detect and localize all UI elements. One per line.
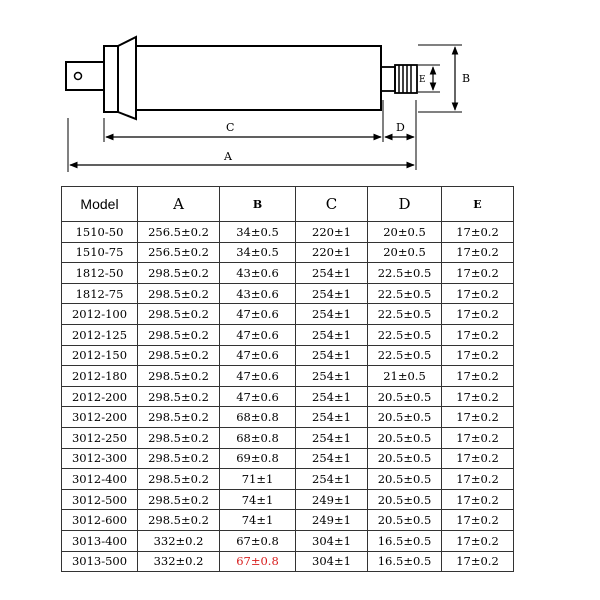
cell-b: 47±0.6 bbox=[220, 386, 296, 407]
cell-b: 74±1 bbox=[220, 510, 296, 531]
membrane-body bbox=[136, 46, 381, 110]
cell-c: 254±1 bbox=[296, 366, 368, 387]
cell-c: 254±1 bbox=[296, 304, 368, 325]
cell-e: 17±0.2 bbox=[442, 448, 514, 469]
dim-label-c: C bbox=[226, 121, 235, 134]
table-row bbox=[62, 510, 514, 531]
dim-label-e: E bbox=[419, 75, 426, 85]
cell-a: 298.5±0.2 bbox=[138, 489, 220, 510]
cell-c: 254±1 bbox=[296, 345, 368, 366]
cell-b: 74±1 bbox=[220, 489, 296, 510]
cell-e: 17±0.2 bbox=[442, 551, 514, 572]
cell-c: 254±1 bbox=[296, 448, 368, 469]
cell-e: 17±0.2 bbox=[442, 469, 514, 490]
cell-model: 3012-300 bbox=[62, 448, 138, 469]
table-row bbox=[62, 366, 514, 387]
cell-e: 17±0.2 bbox=[442, 489, 514, 510]
cell-d: 20.5±0.5 bbox=[368, 510, 442, 531]
table-row bbox=[62, 263, 514, 284]
table-header-row bbox=[62, 187, 514, 222]
cell-e: 17±0.2 bbox=[442, 242, 514, 263]
cell-c: 220±1 bbox=[296, 242, 368, 263]
cell-e: 17±0.2 bbox=[442, 510, 514, 531]
cell-model: 3013-500 bbox=[62, 551, 138, 572]
table-row bbox=[62, 222, 514, 243]
cell-d: 21±0.5 bbox=[368, 366, 442, 387]
cell-model: 1812-50 bbox=[62, 263, 138, 284]
cell-b: 68±0.8 bbox=[220, 427, 296, 448]
connector-hole bbox=[75, 73, 82, 80]
cell-a: 298.5±0.2 bbox=[138, 427, 220, 448]
cell-a: 298.5±0.2 bbox=[138, 324, 220, 345]
cell-c: 254±1 bbox=[296, 427, 368, 448]
cell-a: 256.5±0.2 bbox=[138, 242, 220, 263]
cell-d: 20.5±0.5 bbox=[368, 448, 442, 469]
brine-seal bbox=[118, 37, 136, 119]
table-row bbox=[62, 345, 514, 366]
cell-b: 71±1 bbox=[220, 469, 296, 490]
cell-c: 254±1 bbox=[296, 407, 368, 428]
col-header-model: Model bbox=[62, 187, 138, 222]
cell-a: 298.5±0.2 bbox=[138, 469, 220, 490]
cell-b: 67±0.8 bbox=[220, 551, 296, 572]
dim-label-b: B bbox=[462, 72, 471, 85]
cell-b: 47±0.6 bbox=[220, 366, 296, 387]
cell-d: 22.5±0.5 bbox=[368, 345, 442, 366]
cell-model: 3012-600 bbox=[62, 510, 138, 531]
cell-b: 34±0.5 bbox=[220, 242, 296, 263]
cell-a: 298.5±0.2 bbox=[138, 263, 220, 284]
cell-model: 2012-200 bbox=[62, 386, 138, 407]
cell-model: 1510-75 bbox=[62, 242, 138, 263]
cell-e: 17±0.2 bbox=[442, 407, 514, 428]
cell-a: 298.5±0.2 bbox=[138, 283, 220, 304]
cell-d: 20.5±0.5 bbox=[368, 469, 442, 490]
cell-d: 20±0.5 bbox=[368, 242, 442, 263]
table-row bbox=[62, 489, 514, 510]
table-row bbox=[62, 427, 514, 448]
left-connector bbox=[66, 62, 104, 90]
table-row bbox=[62, 530, 514, 551]
dim-label-d: D bbox=[396, 121, 405, 134]
cell-d: 22.5±0.5 bbox=[368, 324, 442, 345]
cell-e: 17±0.2 bbox=[442, 304, 514, 325]
cell-b: 34±0.5 bbox=[220, 222, 296, 243]
cell-model: 3012-400 bbox=[62, 469, 138, 490]
table-row bbox=[62, 324, 514, 345]
cell-c: 220±1 bbox=[296, 222, 368, 243]
table-row bbox=[62, 469, 514, 490]
cell-model: 2012-100 bbox=[62, 304, 138, 325]
cell-b: 69±0.8 bbox=[220, 448, 296, 469]
table-row bbox=[62, 386, 514, 407]
cell-e: 17±0.2 bbox=[442, 366, 514, 387]
cell-c: 304±1 bbox=[296, 530, 368, 551]
cell-b: 43±0.6 bbox=[220, 263, 296, 284]
cell-d: 20±0.5 bbox=[368, 222, 442, 243]
col-header-c: C bbox=[296, 187, 368, 222]
cell-e: 17±0.2 bbox=[442, 222, 514, 243]
cell-model: 2012-150 bbox=[62, 345, 138, 366]
cell-d: 16.5±0.5 bbox=[368, 551, 442, 572]
col-header-a: A bbox=[138, 187, 220, 222]
cell-d: 20.5±0.5 bbox=[368, 386, 442, 407]
cell-c: 249±1 bbox=[296, 510, 368, 531]
cell-e: 17±0.2 bbox=[442, 324, 514, 345]
cell-b: 67±0.8 bbox=[220, 530, 296, 551]
cell-d: 16.5±0.5 bbox=[368, 530, 442, 551]
cell-model: 1510-50 bbox=[62, 222, 138, 243]
end-collar bbox=[381, 67, 395, 91]
cell-a: 298.5±0.2 bbox=[138, 366, 220, 387]
cell-c: 254±1 bbox=[296, 386, 368, 407]
col-header-e: E bbox=[442, 187, 514, 222]
cell-d: 20.5±0.5 bbox=[368, 489, 442, 510]
cell-e: 17±0.2 bbox=[442, 283, 514, 304]
cell-c: 304±1 bbox=[296, 551, 368, 572]
cell-a: 298.5±0.2 bbox=[138, 304, 220, 325]
cell-b: 68±0.8 bbox=[220, 407, 296, 428]
cell-e: 17±0.2 bbox=[442, 427, 514, 448]
spec-table bbox=[61, 186, 514, 572]
cell-c: 254±1 bbox=[296, 263, 368, 284]
cell-a: 298.5±0.2 bbox=[138, 386, 220, 407]
cell-model: 3012-500 bbox=[62, 489, 138, 510]
table-row bbox=[62, 551, 514, 572]
cell-model: 3012-200 bbox=[62, 407, 138, 428]
table-row bbox=[62, 448, 514, 469]
cell-b: 43±0.6 bbox=[220, 283, 296, 304]
cell-d: 22.5±0.5 bbox=[368, 283, 442, 304]
cell-e: 17±0.2 bbox=[442, 386, 514, 407]
cell-d: 20.5±0.5 bbox=[368, 407, 442, 428]
cell-a: 256.5±0.2 bbox=[138, 222, 220, 243]
cell-a: 298.5±0.2 bbox=[138, 510, 220, 531]
cell-b: 47±0.6 bbox=[220, 345, 296, 366]
cell-c: 249±1 bbox=[296, 489, 368, 510]
cell-d: 22.5±0.5 bbox=[368, 304, 442, 325]
cell-e: 17±0.2 bbox=[442, 530, 514, 551]
cell-c: 254±1 bbox=[296, 283, 368, 304]
cell-model: 2012-180 bbox=[62, 366, 138, 387]
cell-e: 17±0.2 bbox=[442, 263, 514, 284]
cell-b: 47±0.6 bbox=[220, 304, 296, 325]
cell-a: 298.5±0.2 bbox=[138, 407, 220, 428]
flange bbox=[104, 46, 118, 112]
cell-e: 17±0.2 bbox=[442, 345, 514, 366]
cell-model: 2012-125 bbox=[62, 324, 138, 345]
table-row bbox=[62, 407, 514, 428]
spec-table-body bbox=[62, 222, 514, 572]
col-header-b: B bbox=[220, 187, 296, 222]
col-header-d: D bbox=[368, 187, 442, 222]
cell-c: 254±1 bbox=[296, 469, 368, 490]
cell-model: 3013-400 bbox=[62, 530, 138, 551]
cell-d: 22.5±0.5 bbox=[368, 263, 442, 284]
cell-a: 332±0.2 bbox=[138, 551, 220, 572]
cell-d: 20.5±0.5 bbox=[368, 427, 442, 448]
cell-a: 298.5±0.2 bbox=[138, 345, 220, 366]
membrane-dimension-drawing bbox=[0, 0, 600, 180]
cell-a: 298.5±0.2 bbox=[138, 448, 220, 469]
cell-c: 254±1 bbox=[296, 324, 368, 345]
table-row bbox=[62, 304, 514, 325]
cell-model: 3012-250 bbox=[62, 427, 138, 448]
cell-b: 47±0.6 bbox=[220, 324, 296, 345]
dim-label-a: A bbox=[224, 150, 232, 163]
cell-model: 1812-75 bbox=[62, 283, 138, 304]
table-row bbox=[62, 283, 514, 304]
cell-a: 332±0.2 bbox=[138, 530, 220, 551]
table-row bbox=[62, 242, 514, 263]
